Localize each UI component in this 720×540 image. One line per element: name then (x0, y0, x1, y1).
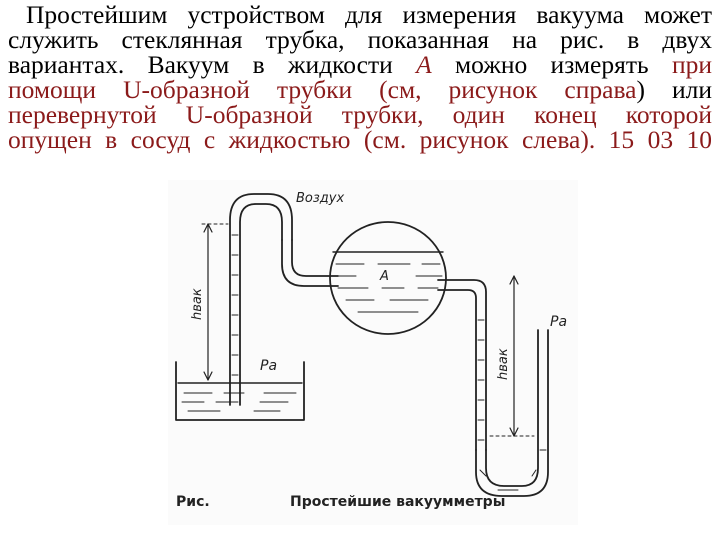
paragraph-line-6: опущен в сосуд с жидкостью (см. рисунок слева). 15 03 10 (8, 125, 712, 154)
line4-part-b: ) или (636, 75, 712, 104)
right-connector-inner (438, 290, 476, 450)
label-air: Воздух (296, 191, 345, 206)
label-vessel-a: A (380, 269, 389, 284)
u-tube-inner (486, 330, 538, 486)
label-pa-left: Pa (260, 358, 278, 374)
vacuum-gauge-figure (168, 180, 578, 525)
paragraph-line-1: Простейшим устройством для измерения вакуума может (26, 0, 712, 29)
left-tube-liquid (232, 235, 238, 375)
label-hvak-left: hвак (190, 288, 205, 320)
label-pa-right: Pa (550, 314, 568, 330)
beaker-liquid-hatch (182, 393, 296, 411)
u-tube-liquid (478, 320, 546, 490)
figure-caption-prefix: Рис. (176, 494, 210, 510)
paragraph-line-3 (8, 52, 712, 77)
line3-part-a: вариантах. Вакуум в жидкости (8, 50, 417, 79)
paragraph-line-2: служить стеклянная трубка, показанная на рис. в двух (8, 25, 712, 54)
liquid-letter-a: А (416, 50, 432, 79)
paragraph-line-4 (8, 77, 712, 102)
line4-highlight: помощи U-образной трубки (см, рисунок справа (8, 75, 637, 104)
right-connector-outer (438, 280, 486, 450)
inverted-u-tube-inner (240, 204, 282, 405)
vacuum-gauge-drawing (168, 180, 578, 525)
paragraph-line-5: перевернутой U-образной трубки, один конец которой (8, 100, 712, 129)
label-hvak-right: hвак (496, 348, 511, 380)
line3-highlight: при (671, 50, 712, 79)
paragraph (8, 2, 712, 152)
figure-caption-title: Простейшие вакуумметры (290, 494, 506, 510)
line3-part-b: можно измерять (431, 50, 672, 79)
